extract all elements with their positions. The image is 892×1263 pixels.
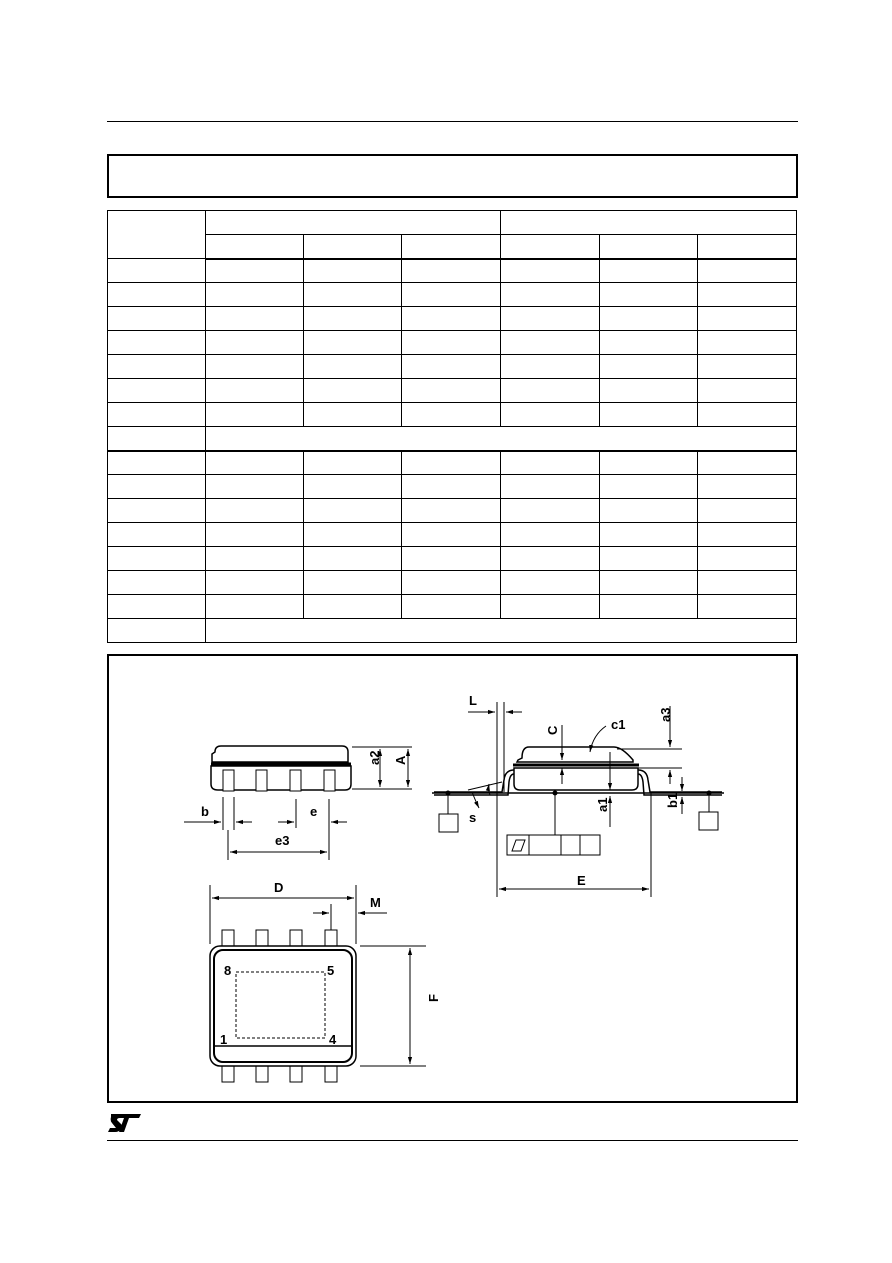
pin-label-1: 1 [220,1032,228,1047]
table-row [108,571,797,595]
table-row [108,595,797,619]
header-mm-cell [206,211,500,235]
label-b1: b1 [665,792,680,808]
table-row [108,355,797,379]
st-logo-icon [107,1112,143,1139]
top-view [210,885,426,1082]
header-max-cell [697,235,796,259]
mechanical-data-table [107,210,797,643]
table-row [108,379,797,403]
pin-label-4: 4 [329,1032,337,1047]
label-c1: c1 [611,717,626,732]
header-min-cell [206,235,304,259]
outline-svg [109,656,796,1101]
table-row [108,283,797,307]
header-typ-cell [599,235,697,259]
footer-rule [107,1140,798,1141]
table-row [108,499,797,523]
table-row-merged [108,619,797,643]
header-min-cell [500,235,599,259]
table-row [108,307,797,331]
label-a1: a1 [595,797,610,812]
label-C: C [545,725,560,735]
label-e: e [310,804,318,819]
table-row [108,451,797,475]
table-row [108,331,797,355]
header-rule [107,121,798,122]
label-D: D [274,880,284,895]
header-dim-cell [108,211,206,259]
label-a3: a3 [658,707,673,722]
table-header-row [108,211,797,235]
table-subheader-row [108,235,797,259]
pin-label-8: 8 [224,963,232,978]
header-max-cell [402,235,500,259]
side-view [432,702,724,897]
label-F: F [426,994,441,1002]
header-typ-cell [304,235,402,259]
label-A: A [393,755,408,765]
label-e3: e3 [275,833,290,848]
pin-label-5: 5 [327,963,335,978]
label-M: M [370,895,381,910]
table-row [108,475,797,499]
header-inch-cell [500,211,796,235]
label-s: s [469,810,477,825]
package-title-box [107,154,798,198]
table-row [108,259,797,283]
label-a2: a2 [367,750,382,765]
label-E: E [577,873,586,888]
table-row [108,403,797,427]
package-outline-drawing [107,654,798,1103]
label-b: b [201,804,209,819]
table-row [108,547,797,571]
table-row [108,523,797,547]
table-row-merged [108,427,797,451]
label-L: L [469,693,477,708]
